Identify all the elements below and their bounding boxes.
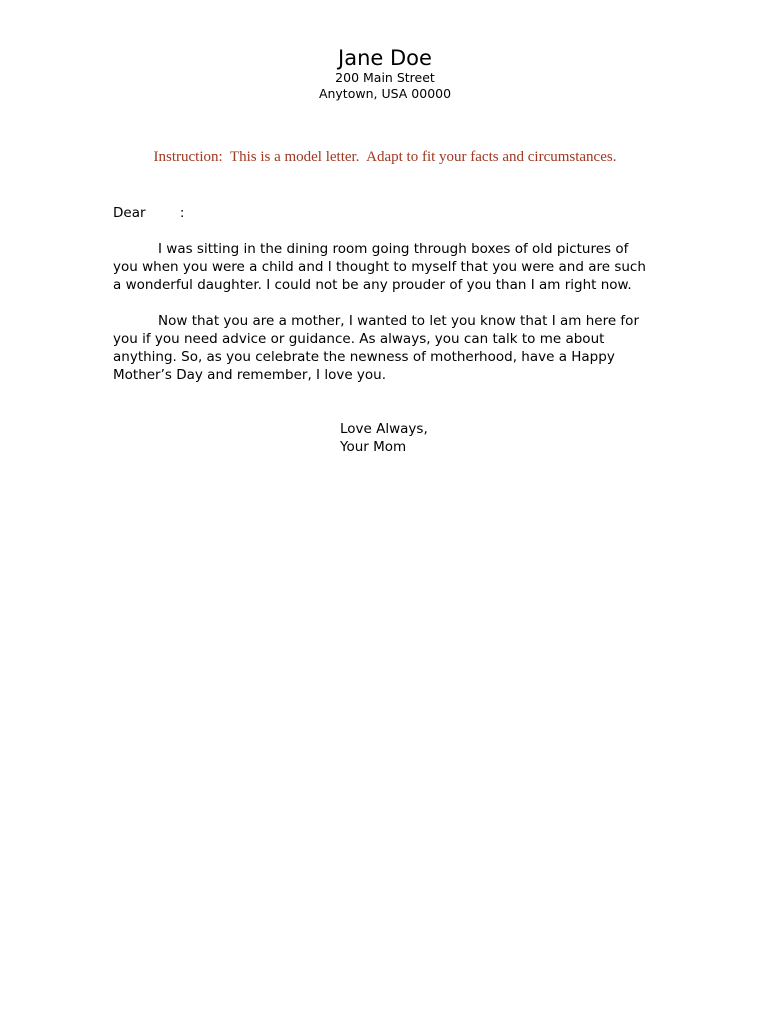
letterhead-address-line2: Anytown, USA 00000 [318,86,452,101]
closing-line-2: Your Mom [340,439,407,455]
letterhead [0,0,770,102]
letterhead-name: Jane Doe [338,46,432,70]
letter-paragraph-2: Now that you are a mother, I wanted to let you know that I am here for you if you need advice or guidance. As always, you can talk to me about anything. So, as you celebrate the newness of motherhood, have a Happy Mother’s Day and remember, I love you. [113,313,639,383]
salutation: Dear : [113,205,185,221]
closing-line-1: Love Always, [340,421,428,437]
letter-body [0,204,770,456]
closing-block [340,420,656,456]
letter-paragraph-1: I was sitting in the dining room going through boxes of old pictures of you when you were a child and I thought to myself that you were and are such a wonderful daughter. I could not be any prouder of you than I am right now. [113,241,646,293]
letterhead-address-line1: 200 Main Street [335,70,435,85]
instruction-note: Instruction: This is a model letter. Adapt to fit your facts and circumstances. [153,149,617,165]
